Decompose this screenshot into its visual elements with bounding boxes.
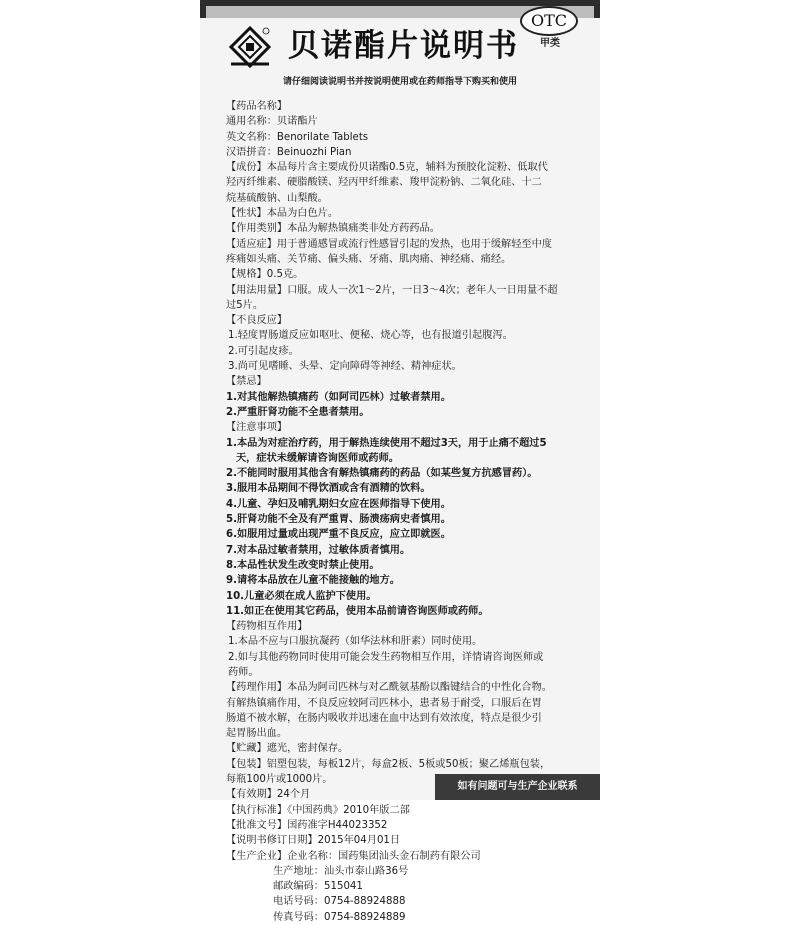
pharmacology-line: 肠道不被水解，在肠内吸收并迅速在血中达到有效浓度，特点是很少引 [226, 712, 542, 724]
precaution-item: 3.服用本品期间不得饮酒或含有酒精的饮料。 [226, 483, 431, 495]
precaution-item: 4.儿童、孕妇及哺乳期妇女应在医师指导下使用。 [226, 498, 451, 510]
category-line: 【作用类别】本品为解热镇痛类非处方药药品。 [226, 223, 440, 235]
document-title: 贝诺酯片说明书 [288, 28, 519, 64]
interaction-item: 药师。 [228, 666, 259, 678]
precaution-item: 2.不能同时服用其他含有解热镇痛药的药品（如某些复方抗感冒药）。 [226, 468, 538, 480]
otc-badge: OTC [520, 6, 578, 36]
ingredients-line: 羟丙纤维素、硬脂酸镁、羟丙甲纤维素、羧甲淀粉钠、二氧化硅、十二 [226, 177, 542, 189]
dosage-line: 【用法用量】口服。成人一次1～2片，一日3～4次；老年人一日用量不超 [226, 284, 558, 296]
interaction-item: 1.本品不应与口服抗凝药（如华法林和肝素）同时使用。 [228, 636, 483, 648]
section-heading-interactions: 【药物相互作用】 [226, 621, 308, 633]
manufacturer-line: 【生产企业】企业名称：国药集团汕头金石制药有限公司 [226, 850, 481, 862]
adverse-reaction-item: 1.轻度胃肠道反应如呕吐、便秘、烧心等，也有报道引起腹泻。 [228, 330, 513, 342]
english-name-line: 英文名称：Benorilate Tablets [226, 131, 369, 143]
generic-name-line: 通用名称：贝诺酯片 [226, 116, 318, 128]
adverse-reaction-item: 2.可引起皮疹。 [228, 345, 299, 357]
fax-row: 传真号码：0754-88924889 [273, 911, 406, 923]
section-heading-contraindications: 【禁忌】 [226, 376, 267, 388]
otc-class-label: 甲类 [540, 38, 560, 49]
precaution-item: 6.如服用过量或出现严重不良反应，应立即就医。 [226, 529, 451, 541]
description-line: 【性状】本品为白色片。 [226, 208, 339, 220]
indications-line: 【适应症】用于普通感冒或流行性感冒引起的发热，也用于缓解轻至中度 [226, 238, 552, 250]
storage-line: 【贮藏】遮光，密封保存。 [226, 743, 349, 755]
address-row: 生产地址：汕头市泰山路36号 [273, 865, 409, 877]
section-heading-adverse-reactions: 【不良反应】 [226, 315, 288, 327]
precaution-item: 11.如正在使用其它药品，使用本品前请咨询医师或药师。 [226, 605, 489, 617]
pinyin-name-line: 汉语拼音：Beinuozhi Pian [226, 146, 352, 158]
precaution-item: 1.本品为对症治疗药，用于解热连续使用不超过3天，用于止痛不超过5 [226, 437, 547, 449]
package-line: 每瓶100片或1000片。 [226, 774, 333, 786]
document-subtitle: 请仔细阅读说明书并按说明使用或在药师指导下购买和使用 [282, 77, 517, 87]
precaution-item: 8.本品性状发生改变时禁止使用。 [226, 559, 380, 571]
validity-line: 【有效期】24个月 [226, 789, 311, 801]
dosage-line: 过5片。 [226, 299, 264, 311]
leaflet-body [226, 99, 586, 925]
revision-date-line: 【说明书修订日期】2015年04月01日 [226, 835, 401, 847]
precaution-item: 5.肝肾功能不全及有严重胃、肠溃疡病史者慎用。 [226, 514, 451, 526]
adverse-reaction-item: 3.尚可见嗜睡、头晕、定向障碍等神经、精神症状。 [228, 361, 462, 373]
company-logo-icon [228, 25, 272, 69]
pharmacology-line: 有解热镇痛作用，不良反应较阿司匹林小，患者易于耐受，口服后在胃 [226, 697, 542, 709]
ingredients-line: 【成份】本品每片含主要成份贝诺酯0.5克，辅料为预胶化淀粉、低取代 [226, 162, 548, 174]
leaflet-page [200, 0, 600, 923]
precaution-item: 10.儿童必须在成人监护下使用。 [226, 590, 377, 602]
phone-row: 电话号码：0754-88924888 [273, 896, 406, 908]
precaution-item: 9.请将本品放在儿童不能接触的地方。 [226, 575, 400, 587]
contraindication-item: 1.对其他解热镇痛药（如阿司匹林）过敏者禁用。 [226, 391, 451, 403]
strength-line: 【规格】0.5克。 [226, 269, 304, 281]
precaution-item: 天，症状未缓解请咨询医师或药师。 [236, 452, 399, 464]
interaction-item: 2.如与其他药物同时使用可能会发生药物相互作用，详情请咨询医师或 [228, 651, 544, 663]
ingredients-line: 烷基硫酸钠、山梨酸。 [226, 192, 328, 204]
section-heading-drug-name: 【药品名称】 [226, 101, 288, 112]
section-heading-precautions: 【注意事项】 [226, 422, 288, 434]
package-line: 【包装】铝塑包装，每板12片，每盒2板、5板或50板；聚乙烯瓶包装， [226, 758, 551, 770]
indications-line: 疼痛如头痛、关节痛、偏头痛、牙痛、肌肉痛、神经痛、痛经。 [226, 253, 512, 265]
contact-footer-bar: 如有问题可与生产企业联系 [435, 774, 600, 800]
precaution-item: 7.对本品过敏者禁用，过敏体质者慎用。 [226, 544, 411, 556]
pharmacology-line: 起胃肠出血。 [226, 728, 288, 740]
approval-number-line: 【批准文号】国药准字H44023352 [226, 819, 388, 831]
standard-line: 【执行标准】《中国药典》2010年版二部 [226, 804, 410, 816]
pharmacology-line: 【药理作用】本品为阿司匹林与对乙酰氨基酚以酯键结合的中性化合物。 [226, 682, 552, 694]
postcode-row: 邮政编码：515041 [273, 881, 363, 893]
contraindication-item: 2.严重肝肾功能不全患者禁用。 [226, 406, 370, 418]
